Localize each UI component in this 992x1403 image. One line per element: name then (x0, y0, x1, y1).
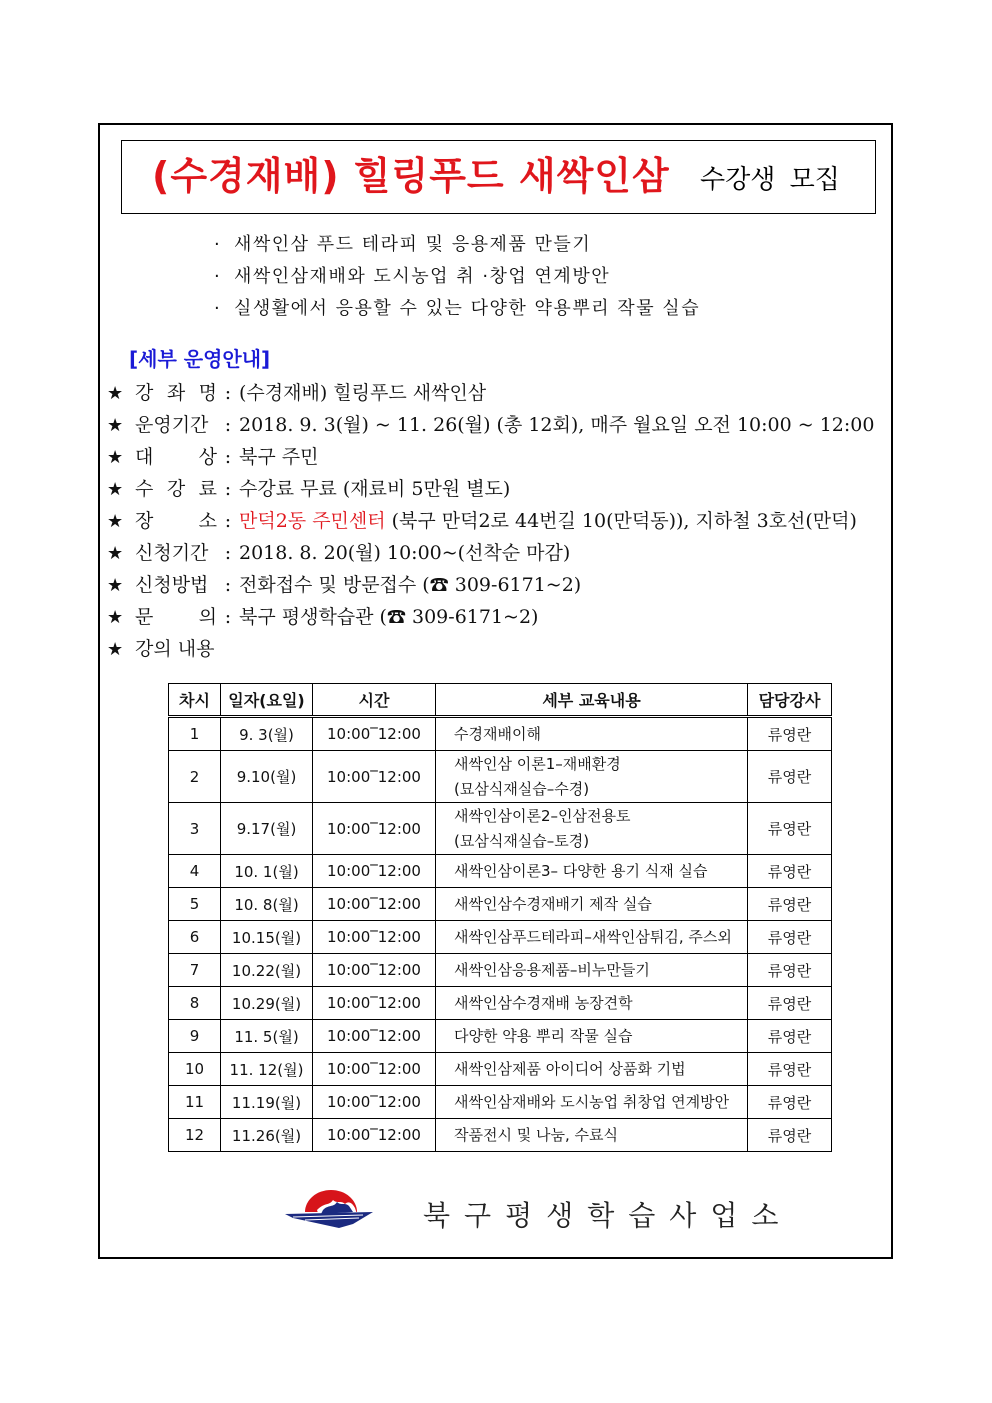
cell-date: 11.19(월) (221, 1086, 313, 1119)
info-apply-method: ★ 신청방법 : 전화접수 및 방문접수 (☎ 309-6171~2) (107, 569, 874, 601)
cell-instructor: 류영란 (748, 1086, 832, 1119)
cell-date: 11. 12(월) (221, 1053, 313, 1086)
cell-session: 7 (169, 954, 221, 987)
star-icon: ★ (107, 575, 124, 596)
cell-instructor: 류영란 (748, 888, 832, 921)
bukgu-logo-icon (283, 1188, 375, 1232)
cell-content: 다양한 약용 뿌리 작물 실습 (436, 1020, 748, 1053)
table-row (169, 954, 832, 987)
cell-session: 10 (169, 1053, 221, 1086)
table-row (169, 1086, 832, 1119)
info-inquiry: ★ 문 의 : 북구 평생학습관 (☎ 309-6171~2) (107, 601, 874, 633)
table-row (169, 1119, 832, 1152)
table-row (169, 1020, 832, 1053)
cell-time: 10:00‾12:00 (313, 888, 436, 921)
cell-instructor: 류영란 (748, 1119, 832, 1152)
cell-session: 11 (169, 1086, 221, 1119)
organization-name: 북구평생학습사업소 (423, 1199, 793, 1232)
cell-instructor: 류영란 (748, 954, 832, 987)
location-highlight: 만덕2동 주민센터 (239, 510, 386, 532)
cell-time: 10:00‾12:00 (313, 1119, 436, 1152)
summary-bullet: · 새싹인삼 푸드 테라피 및 응용제품 만들기 (214, 229, 700, 261)
table-row (169, 855, 832, 888)
cell-time: 10:00‾12:00 (313, 954, 436, 987)
cell-content: 새싹인삼응용제품–비누만들기 (436, 954, 748, 987)
info-course-name: ★ 강 좌 명 : (수경재배) 힐링푸드 새싹인삼 (107, 377, 874, 409)
cell-instructor: 류영란 (748, 987, 832, 1020)
info-period: ★ 운영기간 : 2018. 9. 3(월) ~ 11. 26(월) (총 12회), 매주 월요일 오전 10:00 ~ 12:00 (107, 409, 874, 441)
cell-content: 새싹인삼푸드테라피–새싹인삼튀김, 주스외 (436, 921, 748, 954)
table-row (169, 803, 832, 855)
cell-date: 10.15(월) (221, 921, 313, 954)
cell-time: 10:00‾12:00 (313, 1053, 436, 1086)
cell-time: 10:00‾12:00 (313, 717, 436, 751)
cell-content: 수경재배이해 (436, 717, 748, 751)
cell-date: 10. 8(월) (221, 888, 313, 921)
header-session: 차시 (169, 684, 221, 717)
cell-date: 9.17(월) (221, 803, 313, 855)
cell-time: 10:00‾12:00 (313, 803, 436, 855)
star-icon: ★ (107, 415, 124, 436)
star-icon: ★ (107, 383, 124, 404)
header-time: 시간 (313, 684, 436, 717)
table-row (169, 921, 832, 954)
page-title: (수경재배) 힐링푸드 새싹인삼 (152, 154, 670, 198)
info-apply-period: ★ 신청기간 : 2018. 8. 20(월) 10:00~(선착순 마감) (107, 537, 874, 569)
star-icon: ★ (107, 639, 124, 660)
cell-session: 5 (169, 888, 221, 921)
star-icon: ★ (107, 511, 124, 532)
cell-session: 9 (169, 1020, 221, 1053)
summary-bullet: · 새싹인삼재배와 도시농업 취 ·창업 연계방안 (214, 261, 700, 293)
cell-session: 6 (169, 921, 221, 954)
cell-instructor: 류영란 (748, 1053, 832, 1086)
bullet-dot-icon: · (214, 298, 222, 319)
star-icon: ★ (107, 447, 124, 468)
cell-content: 새싹인삼이론3– 다양한 용기 식재 실습 (436, 855, 748, 888)
cell-instructor: 류영란 (748, 855, 832, 888)
header-date: 일자(요일) (221, 684, 313, 717)
cell-time: 10:00‾12:00 (313, 855, 436, 888)
cell-content: 새싹인삼이론2–인삼전용토 (묘삼식재실습–토경) (436, 803, 748, 855)
cell-session: 8 (169, 987, 221, 1020)
cell-time: 10:00‾12:00 (313, 987, 436, 1020)
cell-instructor: 류영란 (748, 921, 832, 954)
cell-instructor: 류영란 (748, 803, 832, 855)
header-content: 세부 교육내용 (436, 684, 748, 717)
cell-date: 10.29(월) (221, 987, 313, 1020)
cell-content: 작품전시 및 나눔, 수료식 (436, 1119, 748, 1152)
info-fee: ★ 수 강 료 : 수강료 무료 (재료비 5만원 별도) (107, 473, 874, 505)
table-row (169, 987, 832, 1020)
summary-bullet: · 실생활에서 응용할 수 있는 다양한 약용뿌리 작물 실습 (214, 293, 700, 325)
star-icon: ★ (107, 479, 124, 500)
cell-time: 10:00‾12:00 (313, 921, 436, 954)
cell-content: 새싹인삼수경재배기 제작 실습 (436, 888, 748, 921)
cell-session: 4 (169, 855, 221, 888)
table-row (169, 751, 832, 803)
bullet-dot-icon: · (214, 266, 222, 287)
cell-session: 1 (169, 717, 221, 751)
table-row (169, 717, 832, 751)
section-title: [세부 운영안내] (129, 347, 271, 371)
footer (283, 1188, 793, 1234)
cell-date: 10. 1(월) (221, 855, 313, 888)
schedule-table (168, 683, 832, 1152)
cell-session: 12 (169, 1119, 221, 1152)
cell-content: 새싹인삼수경재배 농장견학 (436, 987, 748, 1020)
table-row (169, 1053, 832, 1086)
cell-date: 10.22(월) (221, 954, 313, 987)
cell-content: 새싹인삼재배와 도시농업 취창업 연계방안 (436, 1086, 748, 1119)
info-lecture-content: ★ 강의 내용 (107, 633, 874, 665)
star-icon: ★ (107, 543, 124, 564)
cell-date: 9.10(월) (221, 751, 313, 803)
cell-content: 새싹인삼 이론1–재배환경 (묘삼식재실습–수경) (436, 751, 748, 803)
cell-time: 10:00‾12:00 (313, 1020, 436, 1053)
info-location: ★ 장 소 : 만덕2동 주민센터 (북구 만덕2로 44번길 10(만덕동)), 지하철 3호선(만덕) (107, 505, 874, 537)
info-list (107, 377, 874, 665)
star-icon: ★ (107, 607, 124, 628)
info-target: ★ 대 상 : 북구 주민 (107, 441, 874, 473)
summary-bullets (214, 229, 700, 325)
cell-session: 2 (169, 751, 221, 803)
cell-date: 9. 3(월) (221, 717, 313, 751)
cell-time: 10:00‾12:00 (313, 1086, 436, 1119)
table-row (169, 888, 832, 921)
header-instructor: 담당강사 (748, 684, 832, 717)
cell-instructor: 류영란 (748, 751, 832, 803)
cell-time: 10:00‾12:00 (313, 751, 436, 803)
table-header-row (169, 684, 832, 717)
cell-instructor: 류영란 (748, 717, 832, 751)
bullet-dot-icon: · (214, 234, 222, 255)
cell-date: 11. 5(월) (221, 1020, 313, 1053)
cell-content: 새싹인삼제품 아이디어 상품화 기법 (436, 1053, 748, 1086)
cell-session: 3 (169, 803, 221, 855)
cell-instructor: 류영란 (748, 1020, 832, 1053)
cell-date: 11.26(월) (221, 1119, 313, 1152)
page-subtitle: 수강생 모집 (700, 165, 840, 195)
